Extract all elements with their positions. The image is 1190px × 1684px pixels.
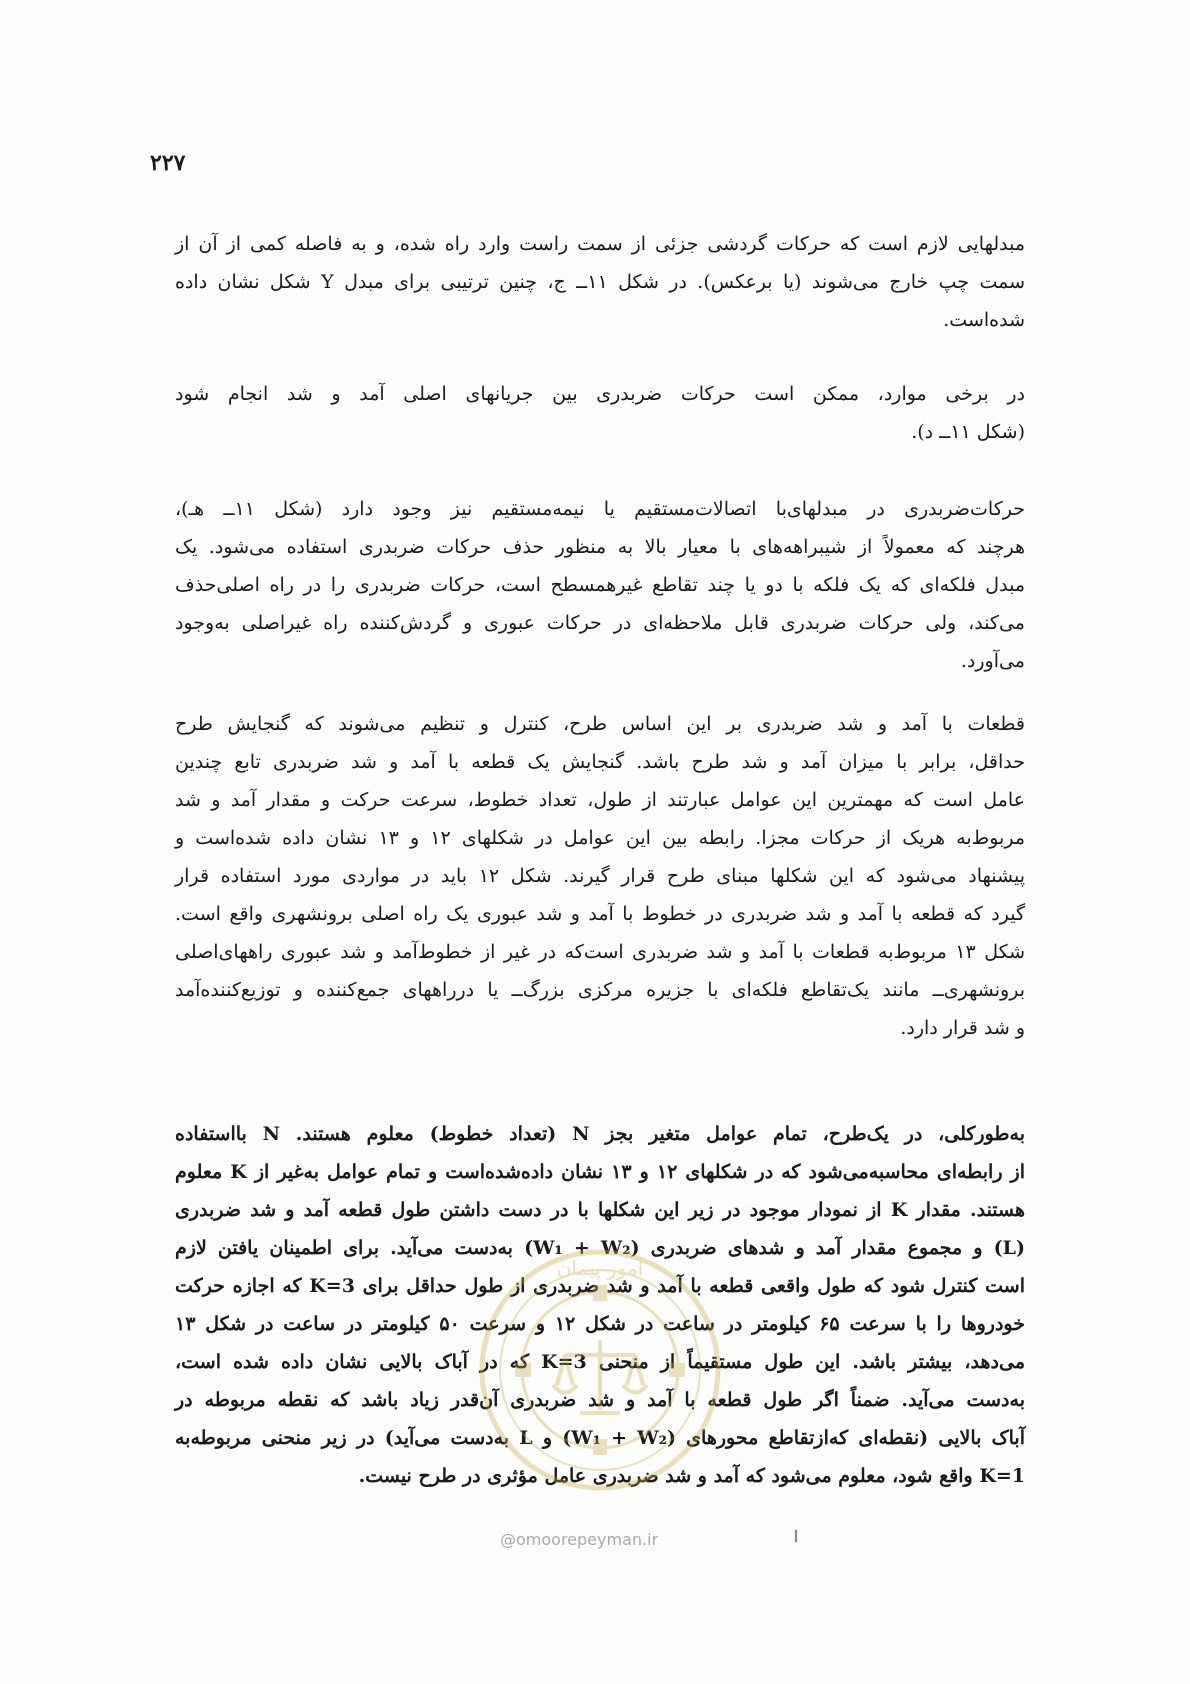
paragraph-3: [175, 490, 1025, 680]
paragraph-line: می‌آورد.: [960, 650, 1025, 672]
paragraph-line: حرکات‌ضربدری در مبدلهای‌با اتصالات‌مستقیم یا نیمه‌مستقیم نیز وجود دارد (شکل ۱۱ــ هـ)،: [175, 498, 1025, 520]
watermark-logo: [475, 1245, 725, 1495]
paragraph-line: (L) و مجموع مقدار آمد و شدهای ضربدری (W₁ + W₂) به‌دست می‌آید. برای اطمینان یافتن لازم: [175, 1237, 1025, 1259]
paragraph-line: به‌دست می‌آید. ضمناً اگر طول قطعه با آمد و شد ضربدری آن‌قدر زیاد باشد که نقطه مربوطه در: [175, 1389, 1025, 1411]
paragraph-line: عامل است که مهمترین این عوامل عبارتند از طول، تعداد خطوط، سرعت حرکت و مقدار آمد و شد: [175, 789, 1025, 811]
paragraph-2: [175, 375, 1025, 451]
paragraph-line: در برخی موارد، ممکن است حرکات ضربدری بین جریانهای اصلی آمد و شد انجام شود: [175, 383, 1025, 405]
scan-speck: [795, 1530, 797, 1542]
paragraph-line: هرچند که معمولاً از شیبراهه‌های با معیار بالا به منظور حذف حرکات ضربدری استفاده می‌شود. یک: [175, 536, 1025, 558]
scales-icon: [553, 1340, 647, 1413]
paragraph-line: حداقل، برابر با میزان آمد و شد طرح باشد. گنجایش یک قطعه با آمد و شد ضربدری تابع چندین: [175, 751, 1025, 773]
paragraph-line: پیشنهاد می‌شود که این شکلها مبنای طرح قرار گیرند. شکل ۱۲ باید در مواردی مورد استفاده قرار: [175, 865, 1025, 887]
paragraph-line: شده‌است.: [943, 309, 1025, 331]
paragraph-line: برونشهری‌ــ مانند یک‌تقاطع فلکه‌ای با جزیره مرکزی بزرگ‌ــ یا در‌راههای جمع‌کننده و توزیع‌کننده‌آمد: [175, 979, 1025, 1001]
watermark-site: @omoorepeyman.ir: [500, 1530, 659, 1549]
paragraph-line: مبدلهایی لازم است که حرکات گردشی جزئی از سمت راست وارد راه شده، و به فاصله کمی از آن از: [175, 233, 1025, 255]
paragraph-line: قطعات با آمد و شد ضربدری بر این اساس طرح، کنترل و تنظیم می‌شوند که گنجایش طرح: [175, 713, 1025, 735]
paragraph-line: به‌طورکلی، در یک‌طرح، تمام عوامل متغیر بجز N (تعداد خطوط) معلوم هستند. N بااستفاده: [175, 1123, 1025, 1145]
paragraph-line: می‌دهد، بیشتر باشد. این طول مستقیماً از منحنی K=3 که در آباک بالایی نشان داده شده است،: [175, 1351, 1025, 1373]
page-number: ۲۲۷: [150, 150, 186, 176]
paragraph-4: [175, 705, 1025, 1047]
paragraph-line: سمت چپ خارج می‌شوند (یا برعکس). در شکل ۱۱ــ ج، چنین ترتیبی برای مبدل Y شکل نشان داده: [175, 271, 1025, 293]
paragraph-line: از رابطه‌ای محاسبه‌می‌شود که در شکلهای ۱۲ و ۱۳ نشان داده‌شده‌است و تمام عوامل به‌غیر از K معلوم: [175, 1161, 1026, 1183]
paragraph-line: (شکل ۱۱ــ د).: [911, 421, 1025, 443]
paragraph-line: گیرد که قطعه با آمد و شد ضربدری در خطوط با آمد و شد عبوری یک راه اصلی برونشهری واقع است.: [175, 903, 1025, 925]
watermark-logo-text: امور پیمان: [556, 1256, 644, 1280]
paragraph-line: و شد قرار دارد.: [900, 1017, 1025, 1039]
paragraph-line: می‌کند، ولی حرکات ضربدری قابل ملاحظه‌ای در حرکات عبوری و گردش‌کننده راه غیراصلی به‌وجود: [175, 612, 1025, 634]
paragraph-line: خودروها را با سرعت ۶۵ کیلومتر در ساعت در شکل ۱۲ و سرعت ۵۰ کیلومتر در ساعت در شکل ۱۳: [175, 1313, 1025, 1335]
paragraph-line: K=1 واقع شود، معلوم می‌شود که آمد و شد ضربدری عامل مؤثری در طرح نیست.: [358, 1465, 1025, 1487]
paragraph-line: مبدل فلکه‌ای که یک فلکه با دو یا چند تقاطع غیرهمسطح است، حرکات ضربدری را در راه اصلی‌حذف: [175, 574, 1025, 596]
paragraph-line: هستند. مقدار K از نمودار موجود در زیر این شکلها با در دست داشتن طول قطعه آمد و شد ضربدری: [175, 1199, 1025, 1221]
paragraph-line: آباک بالایی (نقطه‌ای که‌ازتقاطع محورهای (W₁ + W₂) و L به‌دست می‌آید) در زیر منحنی مربوطه‌به: [175, 1427, 1025, 1449]
paragraph-line: شکل ۱۳ مربوط‌به قطعات با آمد و شد ضربدری است‌که در غیر از خطوط‌آمد و شد عبوری راههای‌اصلی: [175, 941, 1025, 963]
paragraph-line: است کنترل شود که طول واقعی قطعه با آمد و شد ضربدری از طول حداقل برای K=3 که اجازه حرکت: [175, 1275, 1025, 1297]
paragraph-1: [175, 225, 1025, 339]
paragraph-line: مربوط‌به هریک از حرکات مجزا. رابطه بین این عوامل در شکلهای ۱۲ و ۱۳ نشان داده شده‌است و: [175, 827, 1025, 849]
